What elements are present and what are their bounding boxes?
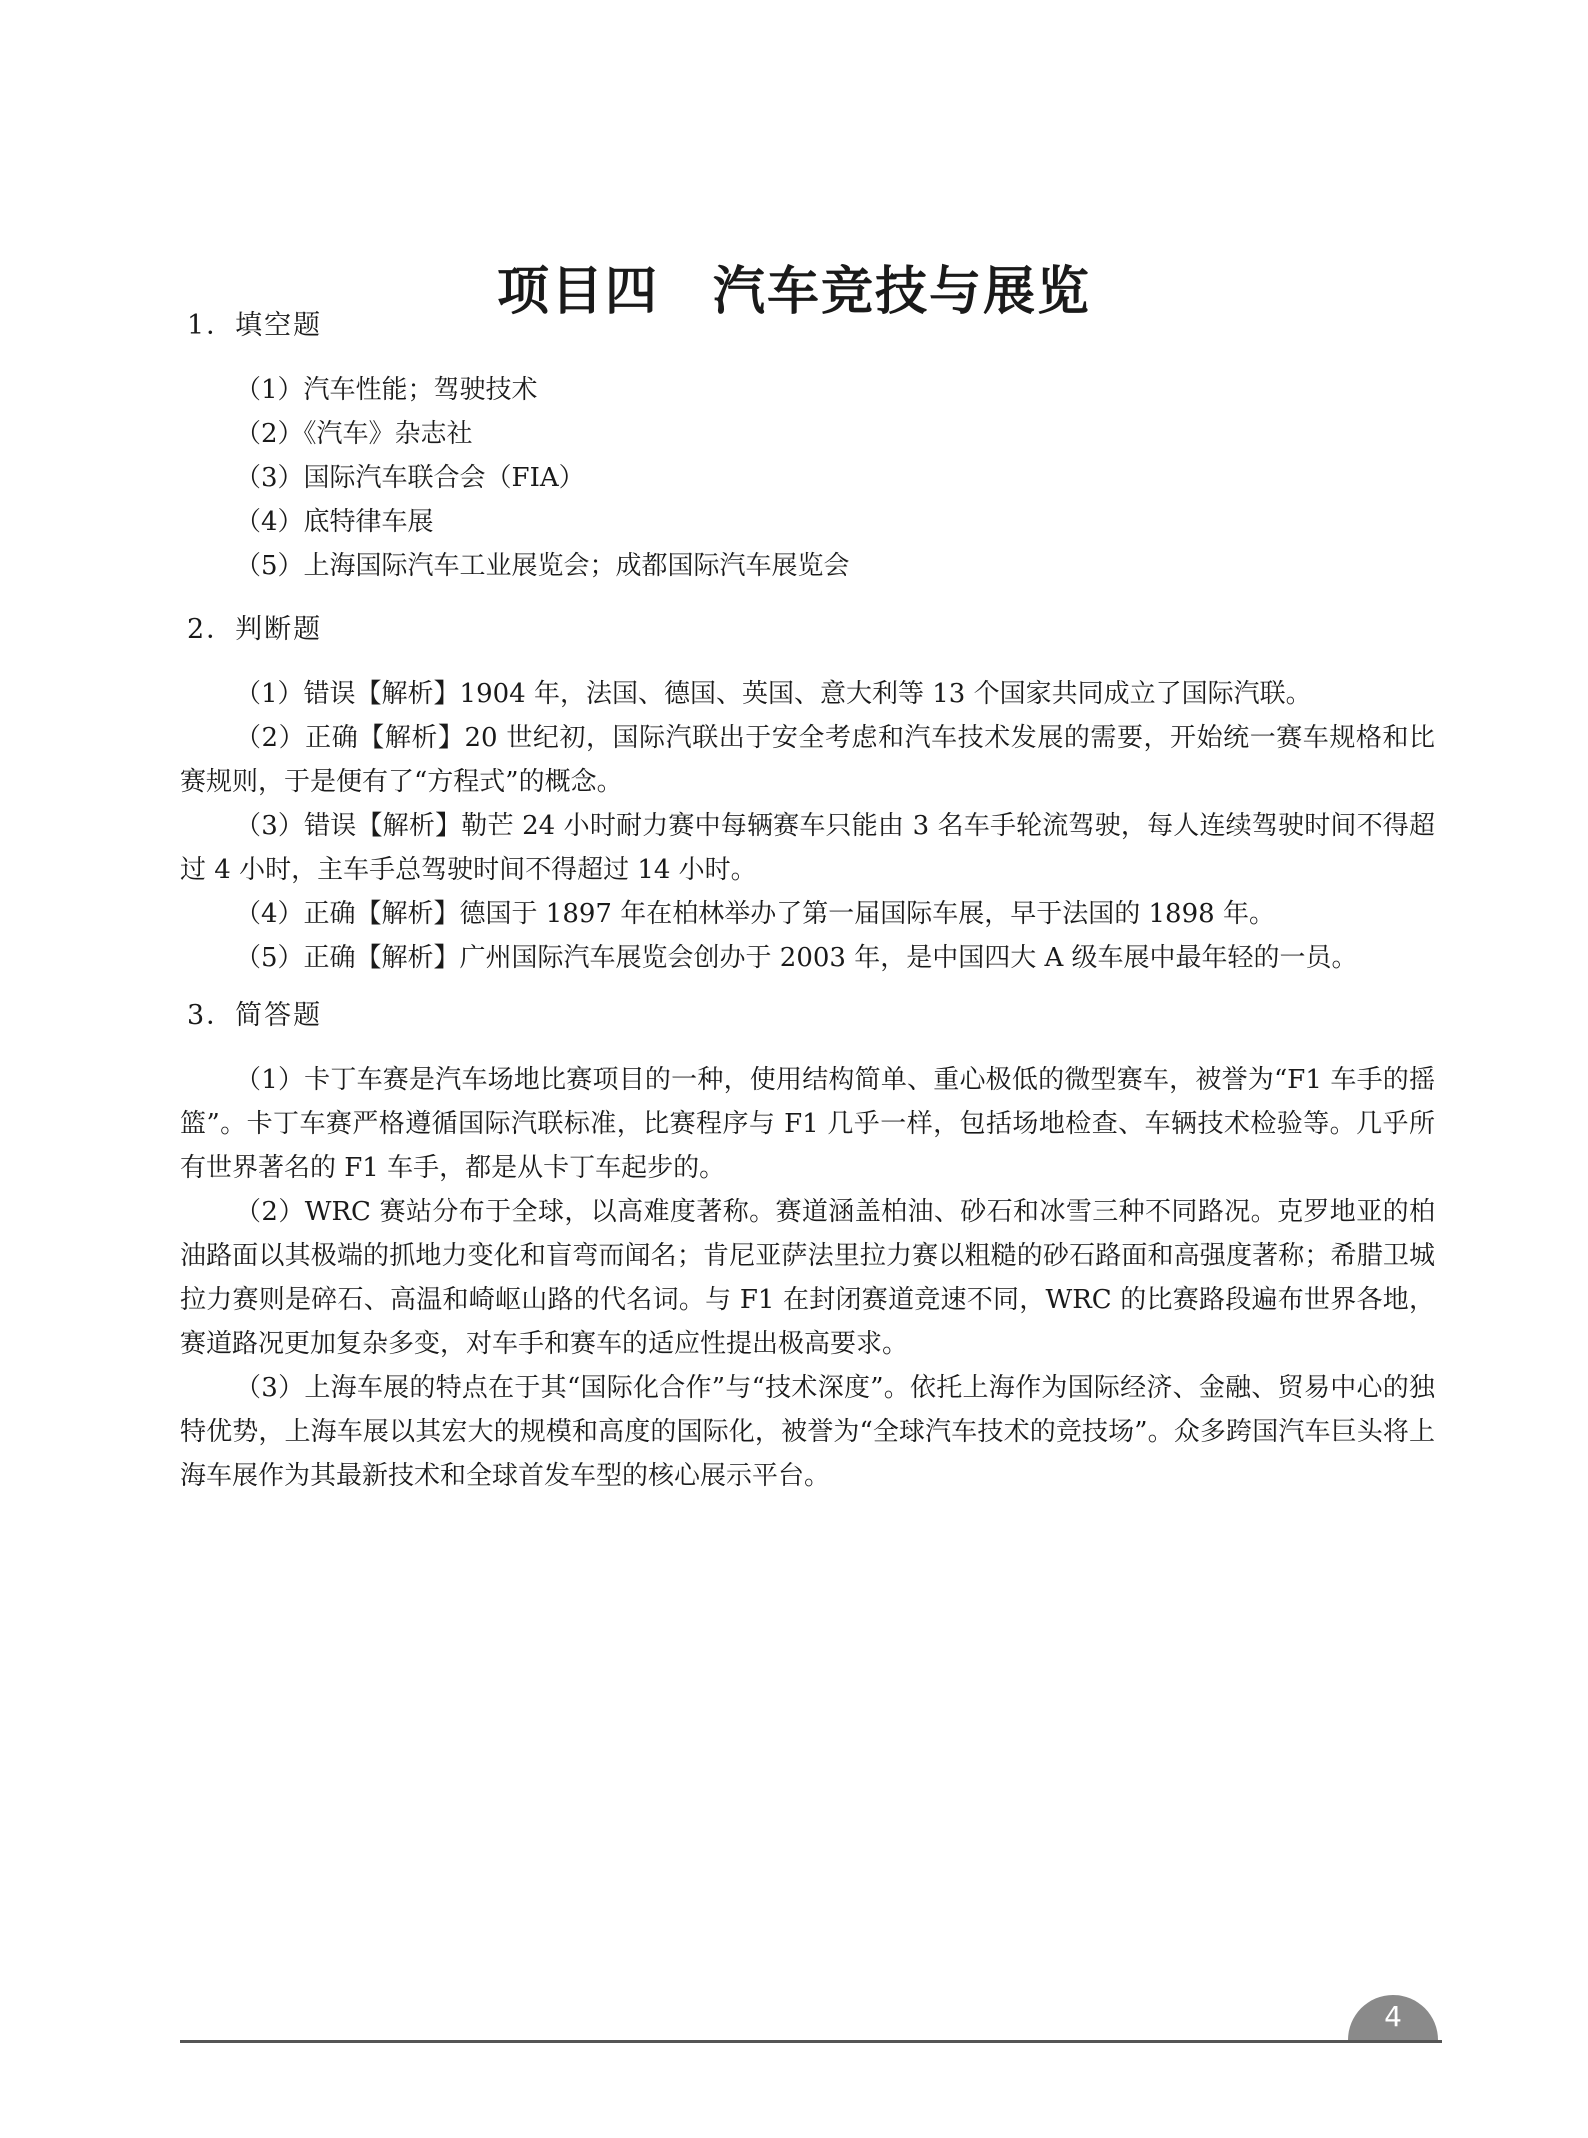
answer-list: [180, 672, 1435, 980]
answer-item: （4）底特律车展: [235, 507, 434, 537]
answer-item: （2）正确【解析】20 世纪初，国际汽联出于安全考虑和汽车技术发展的需要，开始统一赛车规格和比赛规则，于是便有了“方程式”的概念。: [180, 723, 1435, 797]
answer-item: （1）汽车性能；驾驶技术: [235, 375, 538, 405]
answer-item: （1）错误【解析】1904 年，法国、德国、英国、意大利等 13 个国家共同成立了国际汽联。: [235, 679, 1312, 709]
answer-item: （3）国际汽车联合会（FIA）: [235, 463, 585, 493]
answer-item: （4）正确【解析】德国于 1897 年在柏林举办了第一届国际车展，早于法国的 1898 年。: [235, 899, 1275, 929]
section-fill-in-blank: [180, 306, 1435, 588]
page-number: 4: [1384, 2000, 1402, 2033]
answer-item: （2）WRC 赛站分布于全球，以高难度著称。赛道涵盖柏油、砂石和冰雪三种不同路况。克罗地亚的柏油路面以其极端的抓地力变化和盲弯而闻名；肯尼亚萨法里拉力赛以粗糙的砂石路面和高强度著称；希腊卫城拉力赛则是碎石、高温和崎岖山路的代名词。与 F1 在封闭赛道竞速不同，WRC 的比赛路段遍布世界各地，赛道路况更加复杂多变，对车手和赛车的适应性提出极高要求。: [180, 1197, 1435, 1359]
answer-item: （3）错误【解析】勒芒 24 小时耐力赛中每辆赛车只能由 3 名车手轮流驾驶，每人连续驾驶时间不得超过 4 小时，主车手总驾驶时间不得超过 14 小时。: [180, 811, 1435, 885]
section-heading: 2．判断题: [187, 614, 323, 645]
section-short-answer: [180, 996, 1435, 1498]
answer-item: （2）《汽车》杂志社: [235, 419, 473, 449]
section-heading: 3．简答题: [187, 1000, 323, 1031]
section-heading: 1．填空题: [187, 310, 323, 341]
answer-item: （5）上海国际汽车工业展览会；成都国际汽车展览会: [235, 551, 850, 581]
answer-item: （1）卡丁车赛是汽车场地比赛项目的一种，使用结构简单、重心极低的微型赛车，被誉为“F1 车手的摇篮”。卡丁车赛严格遵循国际汽联标准，比赛程序与 F1 几乎一样，包括场地检查、车辆技术检验等。几乎所有世界著名的 F1 车手，都是从卡丁车起步的。: [180, 1065, 1435, 1183]
page-title: 项目四 汽车竞技与展览: [496, 261, 1091, 322]
page-number-badge: [1348, 1995, 1438, 2040]
answer-item: （3）上海车展的特点在于其“国际化合作”与“技术深度”。依托上海作为国际经济、金融、贸易中心的独特优势，上海车展以其宏大的规模和高度的国际化，被誉为“全球汽车技术的竞技场”。众多跨国汽车巨头将上海车展作为其最新技术和全球首发车型的核心展示平台。: [180, 1373, 1435, 1491]
answer-item: （5）正确【解析】广州国际汽车展览会创办于 2003 年，是中国四大 A 级车展中最年轻的一员。: [235, 943, 1358, 973]
section-true-false: [180, 610, 1435, 980]
answer-list: [180, 1058, 1435, 1498]
answer-list: [180, 368, 1435, 588]
footer-divider: [180, 2040, 1442, 2043]
